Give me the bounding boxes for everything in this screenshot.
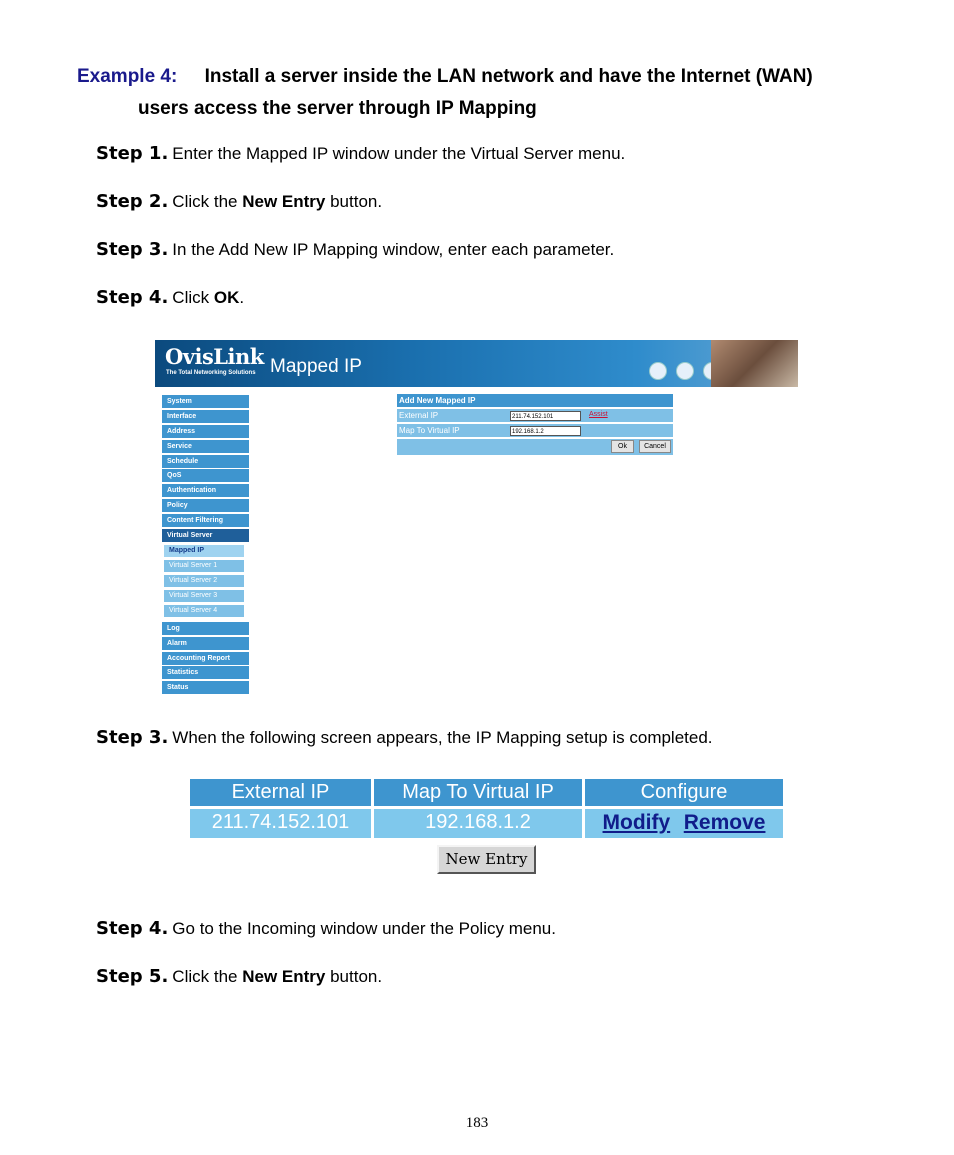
example-label: Example 4: (77, 66, 178, 87)
menu-address[interactable]: Address (162, 425, 249, 438)
example-heading (77, 66, 813, 88)
step-label: Step 1. (96, 143, 169, 164)
step-2 (96, 191, 382, 212)
form-header: Add New Mapped IP (397, 394, 673, 407)
ovislink-logo: OvisLink (165, 344, 264, 369)
submenu-virtual-server-2[interactable]: Virtual Server 2 (164, 575, 244, 587)
step-4 (96, 287, 244, 308)
step-text: In the Add New IP Mapping window, enter each parameter. (172, 240, 615, 259)
menu-schedule[interactable]: Schedule (162, 455, 249, 468)
menu-alarm[interactable]: Alarm (162, 637, 249, 650)
step-4-incoming (96, 918, 556, 939)
step-text: Click (172, 288, 214, 307)
menu-interface[interactable]: Interface (162, 410, 249, 423)
step-text: Go to the Incoming window under the Policy menu. (172, 919, 556, 938)
menu-status[interactable]: Status (162, 681, 249, 694)
assist-link[interactable]: Assist (589, 411, 608, 418)
mapped-ip-screenshot (155, 340, 798, 696)
menu-system[interactable]: System (162, 395, 249, 408)
menu-content-filtering[interactable]: Content Filtering (162, 514, 249, 527)
globe-icon (649, 362, 667, 380)
header-configure: Configure (585, 779, 783, 806)
menu-accounting-report[interactable]: Accounting Report (162, 652, 249, 665)
submenu-virtual-server-4[interactable]: Virtual Server 4 (164, 605, 244, 617)
submenu-mapped-ip[interactable]: Mapped IP (164, 545, 244, 557)
step-label: Step 5. (96, 966, 169, 987)
modify-link[interactable]: Modify (602, 811, 671, 834)
page-title: Mapped IP (270, 356, 362, 377)
menu-log[interactable]: Log (162, 622, 249, 635)
globe-icon (676, 362, 694, 380)
example-title-line1: Install a server inside the LAN network and have the Internet (WAN) (204, 66, 813, 87)
page-number: 183 (465, 1115, 489, 1131)
menu-virtual-server[interactable]: Virtual Server (162, 529, 249, 542)
cell-configure (585, 809, 783, 838)
cancel-button[interactable]: Cancel (639, 440, 671, 453)
header-map-to-virtual-ip: Map To Virtual IP (374, 779, 582, 806)
remove-link[interactable]: Remove (683, 811, 766, 834)
submenu-virtual-server-3[interactable]: Virtual Server 3 (164, 590, 244, 602)
external-ip-label: External IP (399, 411, 439, 420)
virtual-ip-input[interactable]: 192.168.1.2 (510, 426, 581, 436)
header-photo (711, 340, 798, 387)
step-text: button. (325, 192, 383, 211)
external-ip-input[interactable]: 211.74.152.101 (510, 411, 581, 421)
cell-external-ip: 211.74.152.101 (190, 809, 371, 838)
step-text: Click the (172, 192, 243, 211)
step-text: button. (325, 967, 383, 986)
step-keyword: New Entry (242, 967, 326, 986)
map-virtual-ip-label: Map To Virtual IP (399, 426, 460, 435)
step-label: Step 2. (96, 191, 169, 212)
tagline: The Total Networking Solutions (166, 370, 256, 376)
step-1 (96, 143, 625, 164)
step-keyword: New Entry (242, 192, 326, 211)
step-keyword: OK (213, 288, 240, 307)
step-5 (96, 966, 382, 987)
menu-service[interactable]: Service (162, 440, 249, 453)
menu-qos[interactable]: QoS (162, 469, 249, 482)
step-label: Step 3. (96, 239, 169, 260)
menu-statistics[interactable]: Statistics (162, 666, 249, 679)
step-text: When the following screen appears, the IP Mapping setup is completed. (172, 728, 713, 747)
step-3-result (96, 727, 713, 748)
menu-policy[interactable]: Policy (162, 499, 249, 512)
header-external-ip: External IP (190, 779, 371, 806)
step-label: Step 3. (96, 727, 169, 748)
menu-authentication[interactable]: Authentication (162, 484, 249, 497)
header-banner (155, 340, 798, 387)
submenu-virtual-server-1[interactable]: Virtual Server 1 (164, 560, 244, 572)
new-entry-button[interactable]: New Entry (437, 845, 536, 874)
step-text: Click the (172, 967, 243, 986)
step-text: Enter the Mapped IP window under the Virtual Server menu. (172, 144, 626, 163)
step-3 (96, 239, 614, 260)
step-label: Step 4. (96, 918, 169, 939)
cell-virtual-ip: 192.168.1.2 (374, 809, 582, 838)
step-label: Step 4. (96, 287, 169, 308)
step-text: . (239, 288, 245, 307)
ok-button[interactable]: Ok (611, 440, 634, 453)
example-title-line2: users access the server through IP Mapping (138, 98, 537, 119)
